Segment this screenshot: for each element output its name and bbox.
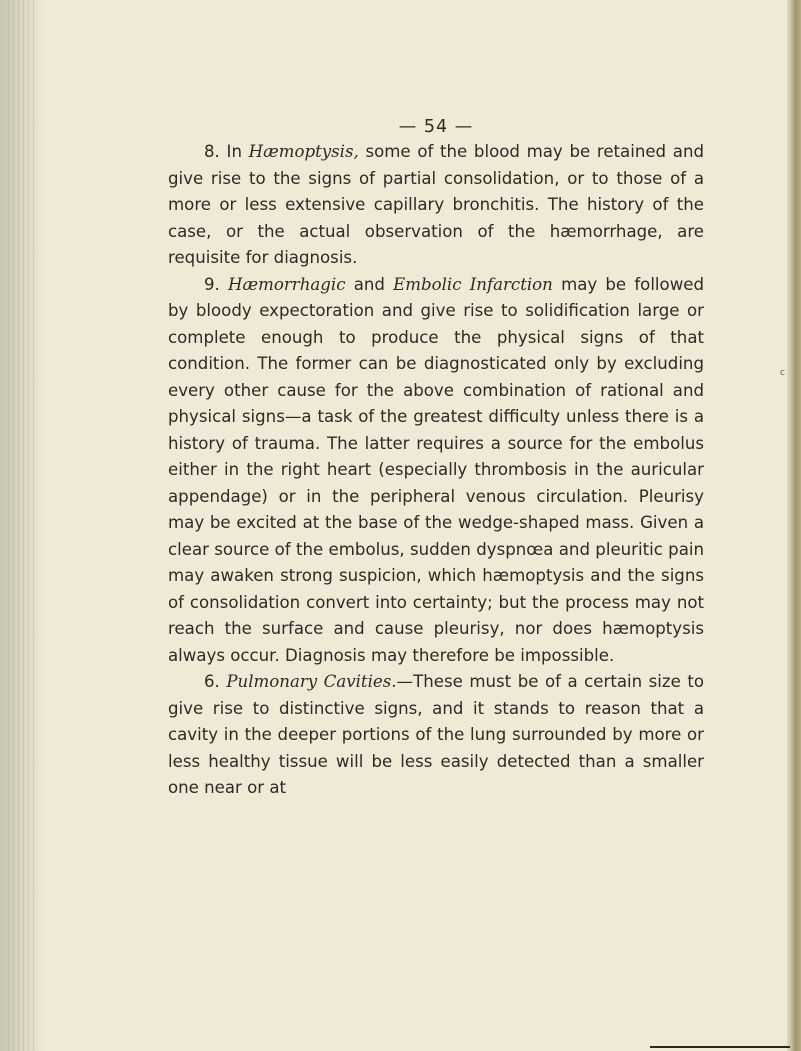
lead-text: In [226, 142, 242, 161]
italic-heading: Embolic Infarction [393, 274, 553, 294]
paragraph-number: 9. [204, 274, 220, 294]
italic-heading: Hæmoptysis, [248, 142, 359, 161]
page-right-edge [787, 0, 801, 1051]
paragraph-text: may be followed by bloody expectoration and give rise to solidification large or complete enough to produce the physical signs of that condition. The former can be diagnosticated only by excluding every other cause for the above combination of rational and physical signs—a task of the greatest difficulty unless there is a history of trauma. The latter requires a source for the embolus either in the right heart (especially thrombosis in the auricular appendage) or in the peripheral venous circulation. Pleurisy may be excited at the base of the wedge-shaped mass. Given a clear source of the embolus, sudden dyspnœa and pleuritic pain may awaken strong suspicion, which hæmoptysis and the signs of consolidation convert into certainty; but the process may not reach the surface and cause pleurisy, nor does hæmoptysis always occur. Diagnosis may therefore be impossible. [168, 274, 705, 665]
page-body [168, 139, 704, 802]
paragraph-haemoptysis [168, 139, 704, 272]
paragraph-number: 6. [204, 672, 220, 691]
italic-heading: Pulmonary Cavities. [226, 672, 397, 691]
paragraph-number: 8. [204, 142, 220, 161]
paragraph-infarction [168, 272, 704, 670]
italic-heading: Hæmorrhagic [228, 274, 346, 294]
paragraph-text: some of the blood may be retained and give rise to the signs of partial consolidation, or to those of a more or less extensive capillary bronchitis. The history of the case, or the actual observation of the hæmorrhage, are requisite for diagnosis. [168, 142, 704, 267]
paragraph-cavities [168, 669, 704, 802]
margin-mark: c [780, 368, 785, 378]
binding-texture [8, 0, 38, 1051]
bottom-rule [650, 1046, 790, 1048]
paragraph-text: —These must be of a certain size to give rise to distinctive signs, and it stands to reason that a cavity in the deeper portions of the lung surrounded by more or less healthy tissue will be less easily detected than a smaller one near or at [168, 672, 705, 797]
connector-text: and [353, 274, 385, 294]
page-number: — 54 — [398, 117, 474, 137]
